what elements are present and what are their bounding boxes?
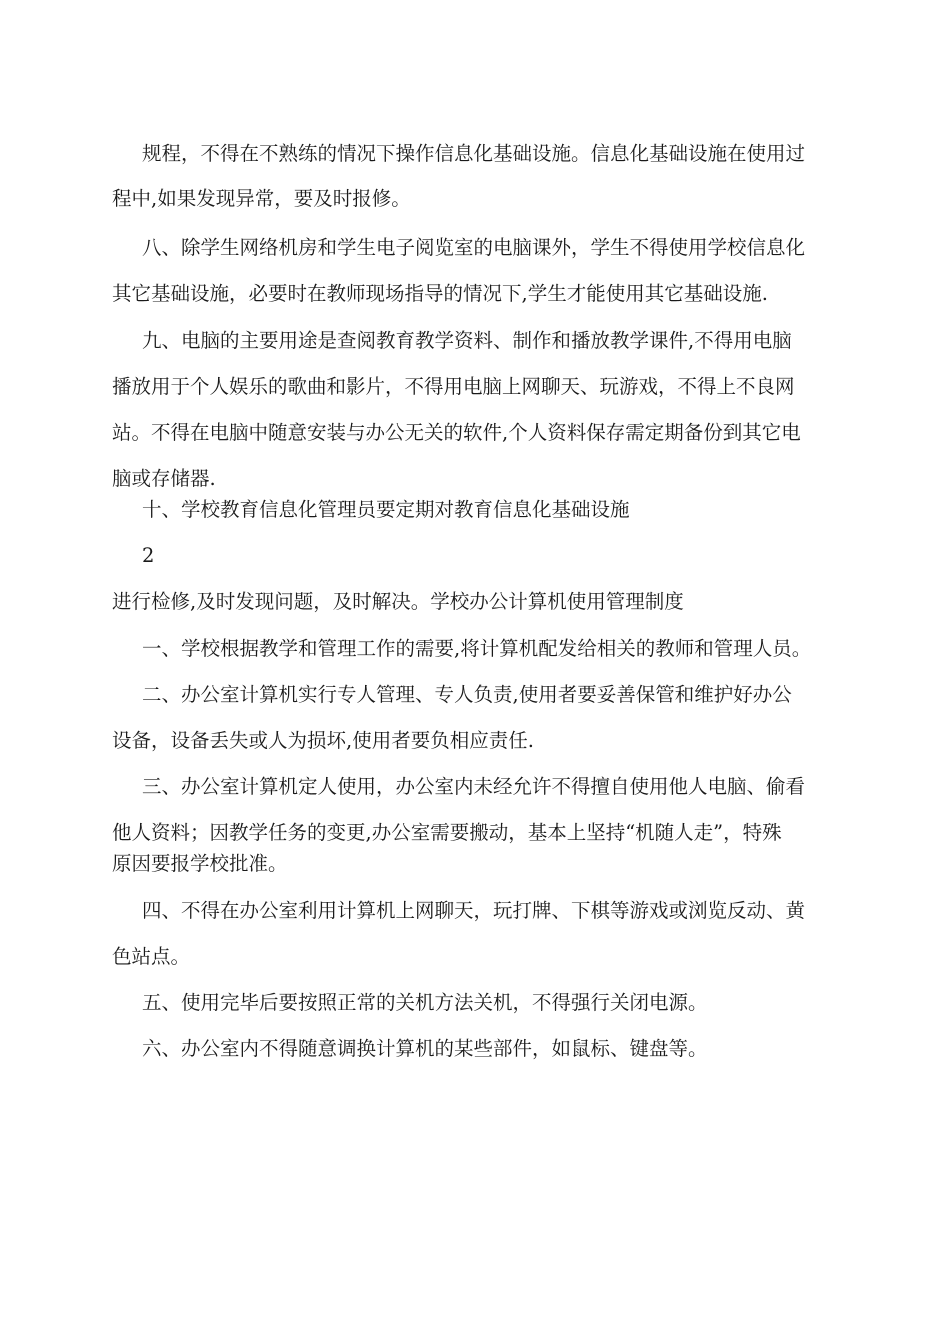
text-line: 站。不得在电脑中随意安装与办公无关的软件,个人资料保存需定期备份到其它电: [112, 421, 801, 444]
text-line: 规程，不得在不熟练的情况下操作信息化基础设施。信息化基础设施在使用过: [142, 142, 806, 165]
text-line: 四、不得在办公室利用计算机上网聊天，玩打牌、下棋等游戏或浏览反动、黄: [142, 899, 806, 922]
text-line: 其它基础设施，必要时在教师现场指导的情况下,学生才能使用其它基础设施.: [112, 282, 768, 305]
text-line: 设备，设备丢失或人为损坏,使用者要负相应责任.: [112, 729, 534, 752]
page-number: 2: [142, 544, 155, 567]
text-line: 程中,如果发现异常，要及时报修。: [112, 187, 411, 210]
text-line: 十、学校教育信息化管理员要定期对教育信息化基础设施: [142, 498, 630, 521]
text-line: 八、除学生网络机房和学生电子阅览室的电脑课外，学生不得使用学校信息化: [142, 236, 806, 259]
text-line: 九、电脑的主要用途是查阅教育教学资料、制作和播放教学课件,不得用电脑: [142, 329, 792, 352]
text-line: 三、办公室计算机定人使用，办公室内未经允许不得擅自使用他人电脑、偷看: [142, 775, 806, 798]
text-line: 六、办公室内不得随意调换计算机的某些部件，如鼠标、键盘等。: [142, 1037, 708, 1060]
text-line: 进行检修,及时发现问题，及时解决。学校办公计算机使用管理制度: [112, 590, 684, 613]
text-line: 原因要报学校批准。: [112, 852, 288, 875]
text-line: 二、办公室计算机实行专人管理、专人负责,使用者要妥善保管和维护好办公: [142, 683, 792, 706]
text-line: 色站点。: [112, 945, 191, 968]
text-line: 他人资料；因教学任务的变更,办公室需要搬动，基本上坚持“机随人走”，特殊: [112, 821, 782, 844]
text-line: 播放用于个人娱乐的歌曲和影片，不得用电脑上网聊天、玩游戏，不得上不良网: [112, 375, 795, 398]
text-line: 一、学校根据教学和管理工作的需要,将计算机配发给相关的教师和管理人员。: [142, 637, 812, 660]
text-line: 五、使用完毕后要按照正常的关机方法关机，不得强行关闭电源。: [142, 991, 708, 1014]
text-line: 脑或存储器.: [112, 467, 216, 490]
